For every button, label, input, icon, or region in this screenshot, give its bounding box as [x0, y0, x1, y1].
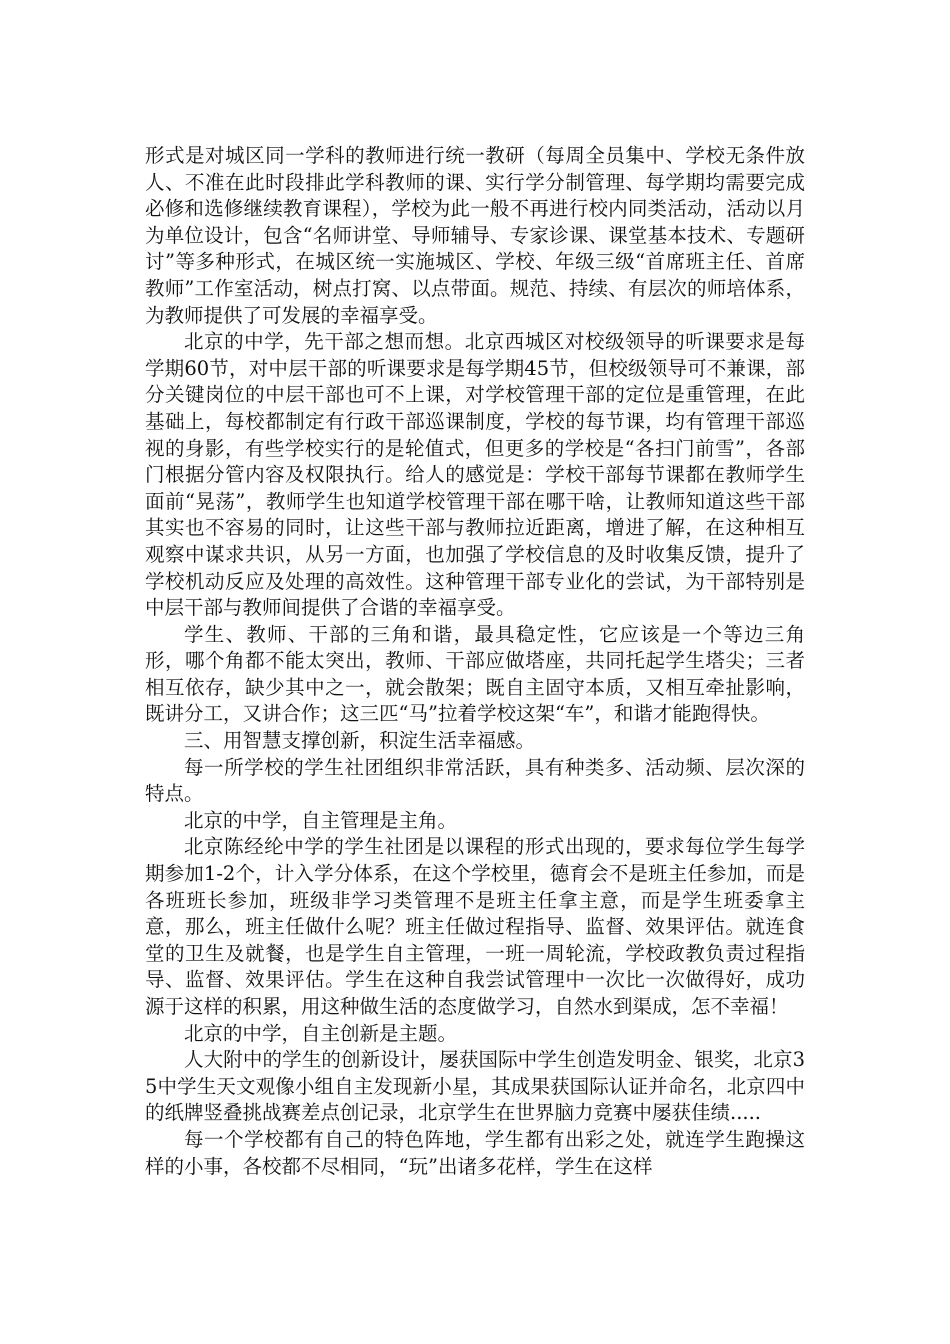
paragraph-7: 每一个学校都有自己的特色阵地，学生都有出彩之处，就连学生跑操这样的小事，各校都不尽相同，“玩”出诸多花样，学生在这样 — [145, 1127, 805, 1178]
paragraph-5: 北京陈经纶中学的学生社团是以课程的形式出现的，要求每位学生每学期参加1-2个，计入学分体系，在这个学校里，德育会不是班主任参加，而是各班班长参加，班级非学习类管理不是班主任拿主意，而是学生班委拿主意，那么，班主任做什么呢？班主任做过程指导、监督、效果评估。就连食堂的卫生及就餐，也是学生自主管理，一班一周轮流，学校政教负责过程指导、监督、效果评估。学生在这种自我尝试管理中一次比一次做得好，成功源于这样的积累，用这种做生活的态度做学习，自然水到渠成，怎不幸福！ — [145, 835, 805, 1018]
paragraph-2: 北京的中学，先干部之想而想。北京西城区对校级领导的听课要求是每学期60节，对中层干部的听课要求是每学期45节，但校级领导可不兼课，部分关键岗位的中层干部也可不上课，对学校管理干部的定位是重管理，在此基础上，每校都制定有行政干部巡课制度，学校的每节课，均有管理干部巡视的身影，有些学校实行的是轮值式，但更多的学校是“各扫门前雪”，各部门根据分管内容及权限执行。给人的感觉是：学校干部每节课都在教师学生面前“晃荡”，教师学生也知道学校管理干部在哪干啥，让教师知道这些干部其实也不容易的同时，让这些干部与教师拉近距离，增进了解，在这种相互观察中谋求共识，从另一方面，也加强了学校信息的及时收集反馈，提升了学校机动反应及处理的高效性。这种管理干部专业化的尝试，为干部特别是中层干部与教师间提供了合谐的幸福享受。 — [145, 330, 805, 620]
subheading-self-management: 北京的中学，自主管理是主角。 — [184, 808, 458, 832]
document-body — [145, 143, 805, 1180]
section-heading: 三、用智慧支撑创新，积淀生活幸福感。 — [184, 729, 536, 753]
paragraph-3: 学生、教师、干部的三角和谐，最具稳定性，它应该是一个等边三角形，哪个角都不能太突出，教师、干部应做塔座，共同托起学生塔尖；三者相互依存，缺少其中之一，就会散架；既自主固守本质，又相互牵扯影响，既讲分工，又讲合作；这三匹“马”拉着学校这架“车”，和谐才能跑得快。 — [145, 622, 805, 726]
paragraph-4: 每一所学校的学生社团组织非常活跃，具有种类多、活动频、层次深的特点。 — [145, 755, 805, 806]
paragraph-1: 形式是对城区同一学科的教师进行统一教研（每周全员集中、学校无条件放人、不准在此时段排此学科教师的课、实行学分制管理、每学期均需要完成必修和选修继续教育课程），学校为此一般不再进行校内同类活动，活动以月为单位设计，包含“名师讲堂、导师辅导、专家诊课、课堂基本技术、专题研讨”等多种形式，在城区统一实施城区、学校、年级三级“首席班主任、首席教师”工作室活动，树点打窝、以点带面。规范、持续、有层次的师培体系，为教师提供了可发展的幸福享受。 — [145, 144, 805, 327]
paragraph-6: 人大附中的学生的创新设计，屡获国际中学生创造发明金、银奖，北京35中学生天文观像小组自主发现新小星，其成果获国际认证并命名，北京四中的纸牌竖叠挑战赛差点创记录，北京学生在世界脑力竞赛中屡获佳绩..... — [145, 1048, 805, 1125]
subheading-self-innovation: 北京的中学，自主创新是主题。 — [184, 1021, 458, 1045]
